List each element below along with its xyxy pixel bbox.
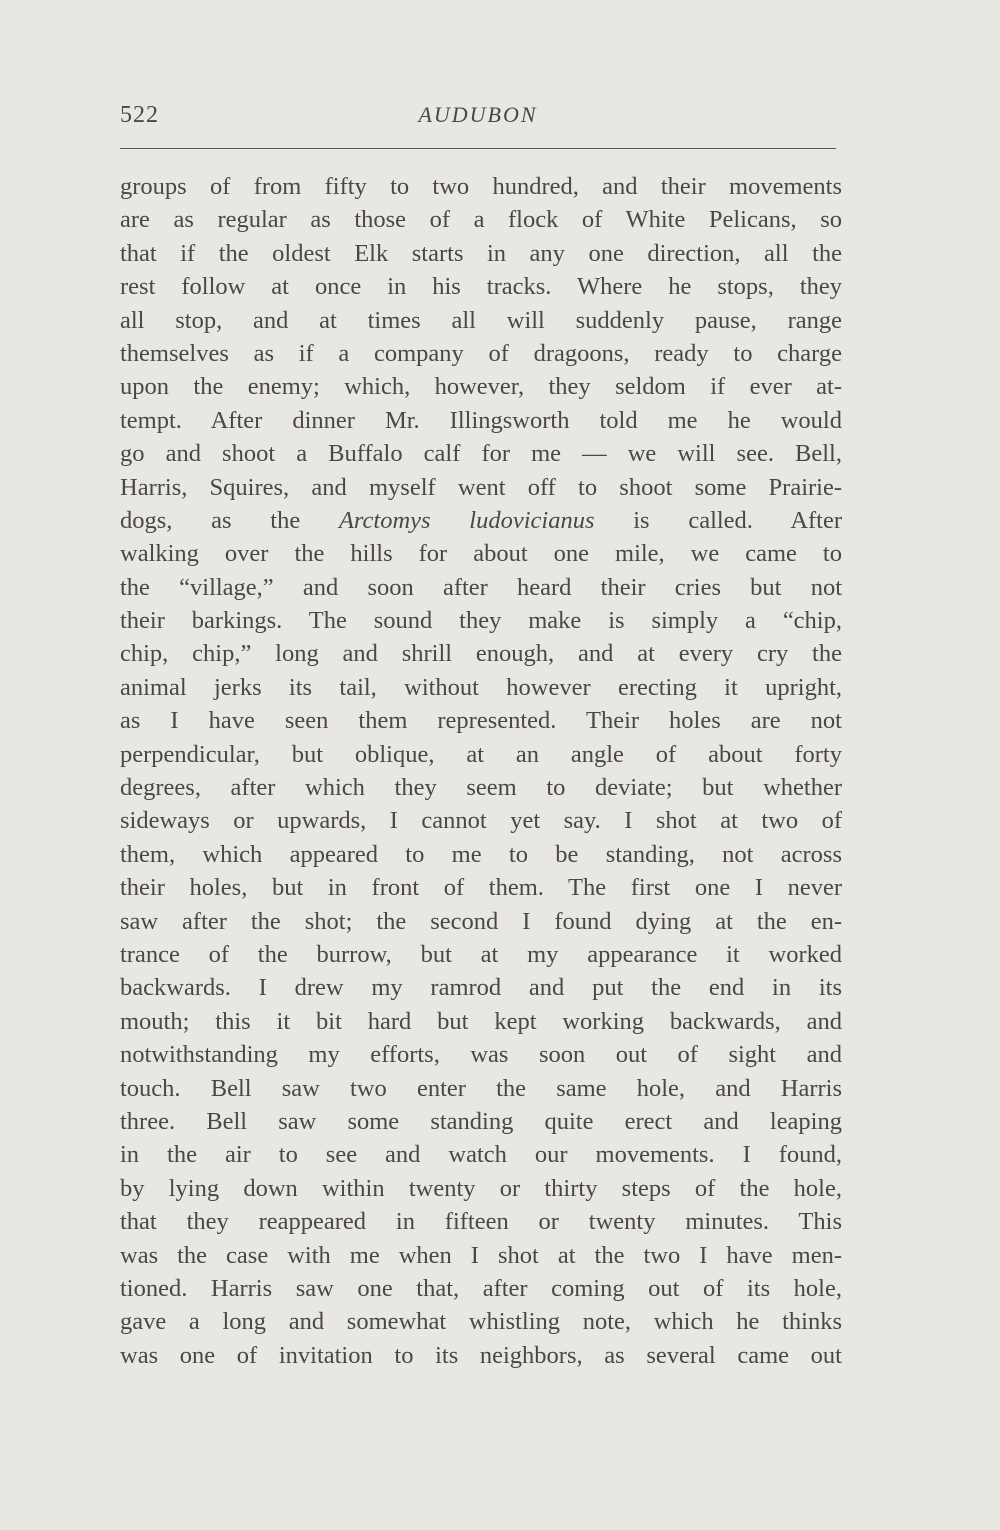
text-line: tempt. After dinner Mr. Illingsworth told me he would bbox=[120, 406, 842, 434]
running-title: AUDUBON bbox=[418, 102, 538, 127]
page-number: 522 bbox=[120, 102, 159, 128]
text-line: go and shoot a Buffalo calf for me — we will see. Bell, bbox=[120, 440, 842, 468]
text-line: by lying down within twenty or thirty steps of the hole, bbox=[120, 1174, 842, 1202]
text-line: sideways or upwards, I cannot yet say. I shot at two of bbox=[120, 807, 842, 835]
text-line: degrees, after which they seem to deviate; but whether bbox=[120, 774, 842, 802]
text-line: touch. Bell saw two enter the same hole, and Harris bbox=[120, 1074, 842, 1102]
text-line: the “village,” and soon after heard their cries but not bbox=[120, 573, 842, 601]
text-line: that they reappeared in fifteen or twenty minutes. This bbox=[120, 1208, 842, 1236]
text-line: notwithstanding my efforts, was soon out of sight and bbox=[120, 1041, 842, 1069]
text-line: are as regular as those of a flock of White Pelicans, so bbox=[120, 206, 842, 234]
text-line: saw after the shot; the second I found dying at the en- bbox=[120, 907, 842, 935]
text-segment: dogs, as the bbox=[120, 506, 339, 534]
text-line: their holes, but in front of them. The first one I never bbox=[120, 874, 842, 902]
text-line: groups of from fifty to two hundred, and their movements bbox=[120, 173, 842, 200]
text-line: trance of the burrow, but at my appearance it worked bbox=[120, 940, 842, 968]
text-segment: is called. After bbox=[594, 506, 843, 534]
text-line: backwards. I drew my ramrod and put the end in its bbox=[120, 974, 842, 1002]
running-head bbox=[120, 98, 836, 138]
text-line: gave a long and somewhat whistling note, which he thinks bbox=[120, 1308, 842, 1336]
text-line: was the case with me when I shot at the two I have men- bbox=[120, 1241, 842, 1269]
text-line: chip, chip,” long and shrill enough, and at every cry the bbox=[120, 640, 842, 668]
text-line bbox=[120, 504, 842, 537]
text-line: their barkings. The sound they make is simply a “chip, bbox=[120, 607, 842, 635]
text-line: upon the enemy; which, however, they seldom if ever at- bbox=[120, 373, 842, 401]
text-line: as I have seen them represented. Their holes are not bbox=[120, 707, 842, 735]
text-line: perpendicular, but oblique, at an angle of about forty bbox=[120, 740, 842, 768]
text-line: Harris, Squires, and myself went off to shoot some Prairie- bbox=[120, 473, 842, 501]
text-line: that if the oldest Elk starts in any one direction, all the bbox=[120, 239, 842, 267]
text-line: rest follow at once in his tracks. Where he stops, they bbox=[120, 273, 842, 301]
text-line: all stop, and at times all will suddenly pause, range bbox=[120, 306, 842, 334]
header-rule bbox=[120, 148, 836, 149]
text-line: tioned. Harris saw one that, after coming out of its hole, bbox=[120, 1274, 842, 1302]
text-line: in the air to see and watch our movements. I found, bbox=[120, 1141, 842, 1169]
italic-species-name: Arctomys ludovicianus bbox=[338, 506, 595, 534]
text-line: them, which appeared to me to be standing, not across bbox=[120, 840, 842, 868]
text-line: animal jerks its tail, without however erecting it upright, bbox=[120, 673, 842, 701]
text-line: three. Bell saw some standing quite erect and leaping bbox=[120, 1107, 842, 1135]
body-paragraph bbox=[120, 170, 842, 1372]
text-line: mouth; this it bit hard but kept working backwards, and bbox=[120, 1007, 842, 1035]
text-line: themselves as if a company of dragoons, ready to charge bbox=[120, 339, 842, 367]
text-line: walking over the hills for about one mile, we came to bbox=[120, 540, 842, 568]
text-line: was one of invitation to its neighbors, as several came out bbox=[120, 1341, 842, 1369]
